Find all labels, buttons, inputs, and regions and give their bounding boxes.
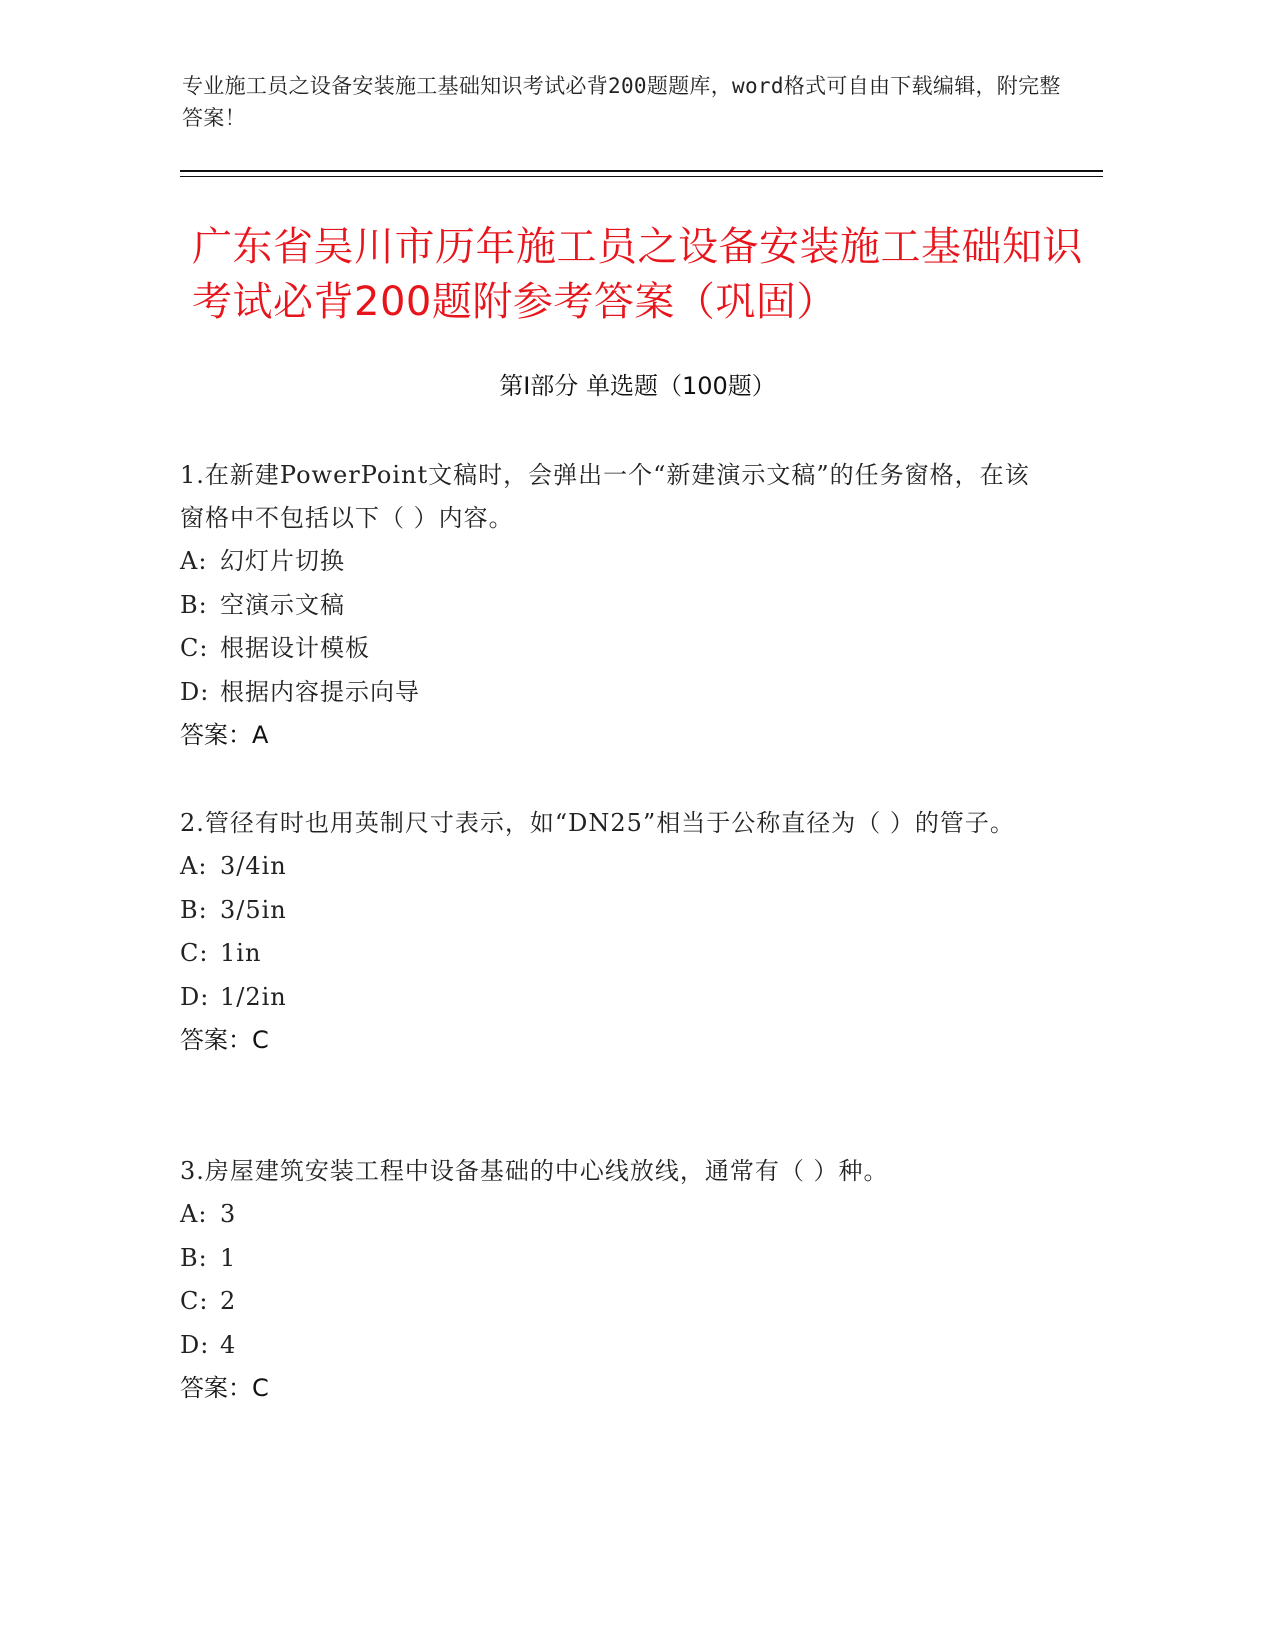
option-text: 1in [220,939,262,967]
option-text: 4 [220,1330,237,1359]
option-key: A: [180,1200,208,1228]
option-a [180,845,1040,889]
option-key: C: [180,634,209,662]
option-key: B: [180,1243,208,1272]
option-b [180,584,1040,628]
option-text: 根据内容提示向导 [220,677,420,706]
option-d [180,976,1040,1020]
option-a [180,540,1040,584]
option-text: 3/5in [220,895,287,924]
answer-line: 答案：C [180,1026,269,1054]
option-key: A: [180,852,208,880]
option-text: 2 [220,1287,237,1315]
answer-line: 答案：A [180,721,269,749]
question-1 [180,454,1040,758]
header-divider-thin [180,176,1103,177]
option-key: C: [180,1287,209,1315]
option-key: B: [180,590,208,619]
option-text: 幻灯片切换 [220,547,345,575]
option-key: D: [180,677,210,706]
header-divider-thick [180,170,1103,172]
answer-line: 答案：C [180,1374,269,1402]
option-c [180,627,1040,671]
option-text: 3/4in [220,852,287,880]
question-2 [180,802,1040,1063]
document-title: 广东省吴川市历年施工员之设备安装施工基础知识考试必背200题附参考答案（巩固） [192,224,1083,325]
option-text: 3 [220,1200,237,1228]
option-b [180,889,1040,933]
option-key: C: [180,939,209,967]
question-3 [180,1150,1040,1411]
option-a [180,1193,1040,1237]
option-key: A: [180,547,208,575]
option-b [180,1237,1040,1281]
option-text: 1/2in [220,982,287,1011]
option-key: D: [180,982,210,1011]
option-text: 空演示文稿 [220,590,345,619]
header-note: 专业施工员之设备安装施工基础知识考试必背200题题库，word格式可自由下载编辑，附完整答案！ [182,74,1061,130]
option-d [180,1324,1040,1368]
question-stem: 3.房屋建筑安装工程中设备基础的中心线放线，通常有（ ）种。 [180,1157,889,1185]
question-stem: 2.管径有时也用英制尺寸表示，如“DN25”相当于公称直径为（ ）的管子。 [180,809,1015,837]
option-c [180,932,1040,976]
question-stem: 1.在新建PowerPoint文稿时，会弹出一个“新建演示文稿”的任务窗格，在该窗格中不包括以下（ ）内容。 [180,461,1030,532]
option-key: D: [180,1330,210,1359]
option-d [180,671,1040,715]
option-text: 根据设计模板 [220,634,370,662]
option-text: 1 [220,1243,237,1272]
option-key: B: [180,895,208,924]
option-c [180,1280,1040,1324]
section-title: 第Ⅰ部分 单选题（100题） [499,372,776,400]
